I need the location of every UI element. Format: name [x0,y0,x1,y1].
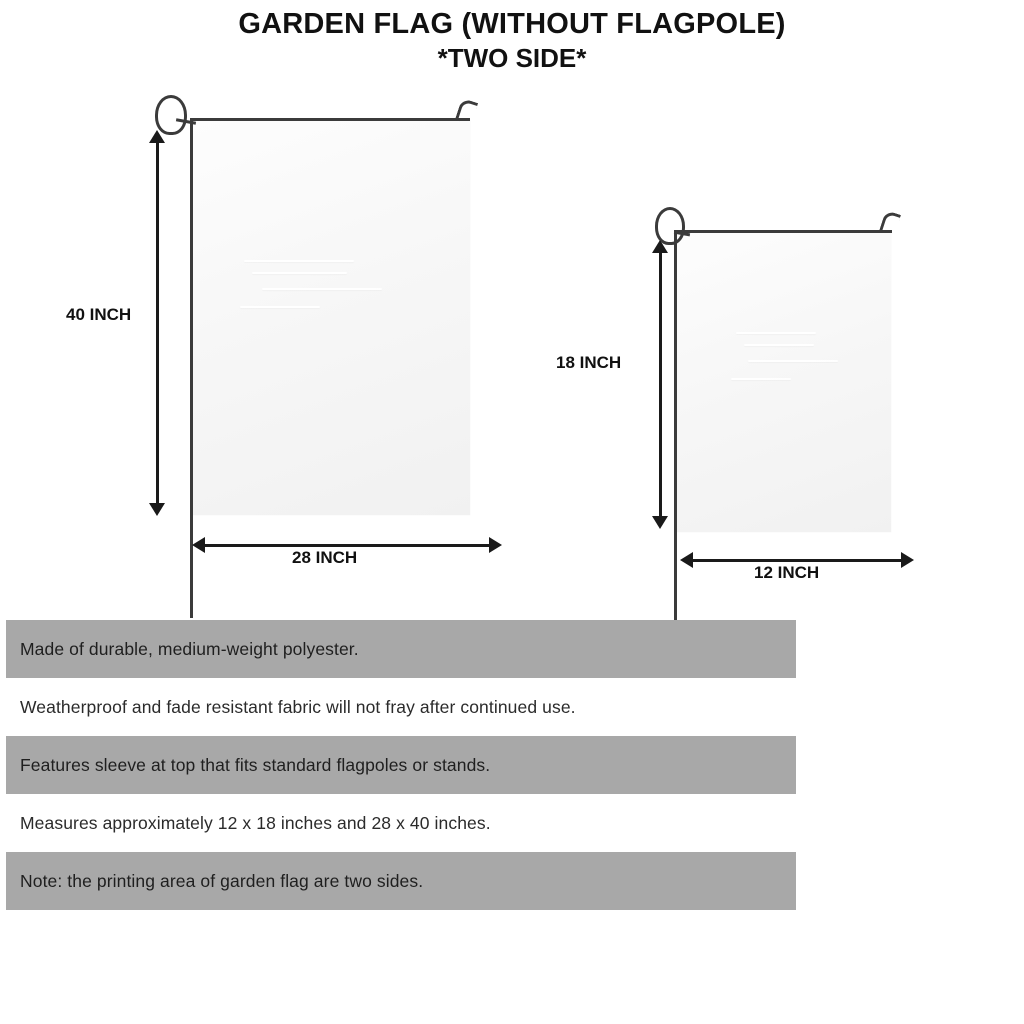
small-width-label: 12 INCH [754,563,820,582]
small-height-arrow-bottom [652,516,668,529]
large-pole-crossbar [190,118,470,121]
large-height-line [156,140,159,505]
small-pole-shaft [674,230,677,620]
title-line-2: *TWO SIDE* [437,43,587,73]
small-pole-crossbar [674,230,892,233]
small-flag-fabric [676,232,891,532]
feature-row: Features sleeve at top that fits standard flagpoles or stands. [6,736,796,794]
large-pole-loop [155,95,187,135]
small-width-line [690,559,902,562]
small-pole-right-hook [879,210,901,236]
large-flag-group [0,0,520,620]
small-width-arrow-right [901,552,914,568]
small-height-label: 18 INCH [556,353,622,372]
fabric-fold [731,378,791,380]
title-line-1: GARDEN FLAG (WITHOUT FLAGPOLE) [238,8,786,40]
fabric-fold [240,306,320,308]
feature-list [6,620,796,910]
large-width-arrow-right [489,537,502,553]
small-flag-group [520,0,1024,620]
fabric-fold [244,260,354,262]
large-width-label: 28 INCH [292,548,358,567]
fabric-fold [736,332,816,334]
large-pole-right-hook [455,98,478,125]
feature-row: Weatherproof and fade resistant fabric will not fray after continued use. [6,678,796,736]
large-height-label: 40 INCH [66,305,132,324]
feature-row: Made of durable, medium-weight polyester. [6,620,796,678]
fabric-fold [744,344,814,346]
fabric-fold [262,288,382,290]
large-flag-fabric [192,120,470,515]
feature-row: Note: the printing area of garden flag are two sides. [6,852,796,910]
large-height-arrow-bottom [149,503,165,516]
small-height-line [659,250,662,518]
fabric-fold [252,272,347,274]
large-width-line [202,544,490,547]
fabric-fold [748,360,838,362]
feature-row: Measures approximately 12 x 18 inches and 28 x 40 inches. [6,794,796,852]
